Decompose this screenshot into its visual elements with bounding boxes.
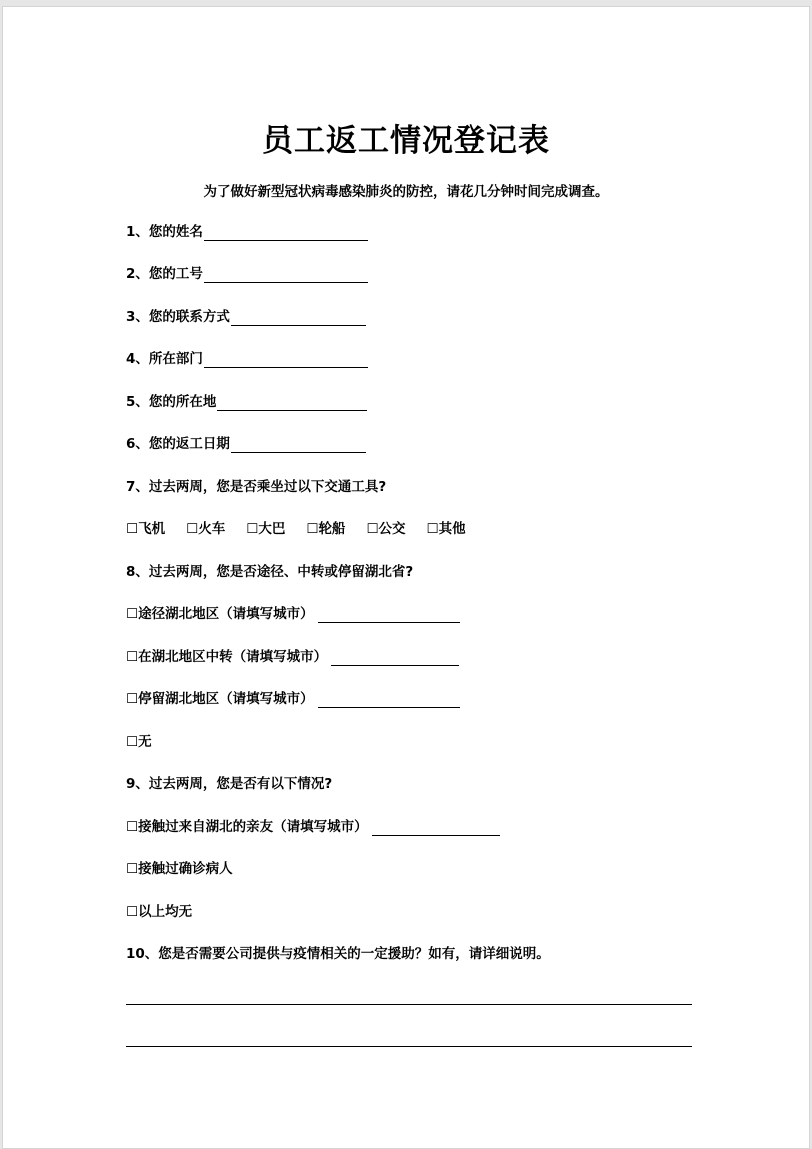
employee-id-field[interactable]: [204, 269, 368, 283]
checkbox-icon[interactable]: ☐: [126, 904, 139, 920]
relatives-city-field[interactable]: [372, 822, 500, 836]
checkbox-icon[interactable]: ☐: [126, 734, 139, 750]
question-1: [126, 223, 368, 241]
question-2-label: 2、您的工号: [126, 266, 203, 282]
option-none-hubei[interactable]: ☐ 无: [126, 734, 152, 750]
contact-field[interactable]: [231, 312, 366, 326]
checkbox-icon[interactable]: ☐: [186, 521, 199, 537]
checkbox-icon[interactable]: ☐: [126, 691, 139, 707]
option-transit-hubei[interactable]: ☐ 在湖北地区中转（请填写城市）: [126, 648, 459, 666]
assistance-answer-line-2[interactable]: [126, 1046, 692, 1047]
passed-city-field[interactable]: [318, 609, 460, 623]
stayed-city-field[interactable]: [318, 694, 460, 708]
question-8: [126, 563, 413, 581]
question-7-options: [126, 520, 487, 538]
question-8-label: 8、过去两周，您是否途径、中转或停留湖北省?: [126, 564, 414, 580]
checkbox-icon[interactable]: ☐: [366, 521, 379, 537]
checkbox-icon[interactable]: ☐: [126, 649, 139, 665]
question-4-label: 4、所在部门: [126, 351, 203, 367]
option-contact-hubei-relatives[interactable]: ☐ 接触过来自湖北的亲友（请填写城市）: [126, 818, 500, 836]
option-train[interactable]: ☐火车: [186, 521, 226, 537]
question-1-label: 1、您的姓名: [126, 224, 203, 240]
question-6-label: 6、您的返工日期: [126, 436, 230, 452]
checkbox-icon[interactable]: ☐: [126, 819, 139, 835]
page-title: 员工返工情况登记表: [262, 123, 550, 159]
option-stayed-hubei[interactable]: ☐ 停留湖北地区（请填写城市）: [126, 690, 460, 708]
question-9-label: 9、过去两周，您是否有以下情况?: [126, 776, 333, 792]
checkbox-icon[interactable]: ☐: [426, 521, 439, 537]
question-4: [126, 350, 368, 368]
option-contact-confirmed[interactable]: ☐ 接触过确诊病人: [126, 861, 233, 877]
question-2: [126, 265, 368, 283]
document-page: [2, 6, 810, 1149]
question-7: [126, 478, 386, 496]
option-public-bus[interactable]: ☐公交: [366, 521, 406, 537]
question-5-label: 5、您的所在地: [126, 394, 217, 410]
question-10: [126, 945, 550, 963]
question-9: [126, 775, 332, 793]
checkbox-icon[interactable]: ☐: [126, 606, 139, 622]
question-3: [126, 308, 366, 326]
question-10-label: 10、您是否需要公司提供与疫情相关的一定援助？如有，请详细说明。: [126, 946, 550, 962]
checkbox-icon[interactable]: ☐: [246, 521, 259, 537]
question-6: [126, 435, 366, 453]
option-airplane[interactable]: ☐飞机: [126, 521, 166, 537]
name-field[interactable]: [204, 227, 368, 241]
question-5: [126, 393, 367, 411]
return-date-field[interactable]: [231, 439, 366, 453]
option-passed-hubei[interactable]: ☐ 途径湖北地区（请填写城市）: [126, 605, 460, 623]
option-ship[interactable]: ☐轮船: [306, 521, 346, 537]
option-other[interactable]: ☐其他: [426, 521, 466, 537]
location-field[interactable]: [217, 397, 367, 411]
department-field[interactable]: [204, 354, 368, 368]
checkbox-icon[interactable]: ☐: [306, 521, 319, 537]
option-bus[interactable]: ☐大巴: [246, 521, 286, 537]
checkbox-icon[interactable]: ☐: [126, 861, 139, 877]
option-none-above[interactable]: ☐ 以上均无: [126, 904, 193, 920]
checkbox-icon[interactable]: ☐: [126, 521, 139, 537]
page-subtitle: 为了做好新型冠状病毒感染肺炎的防控，请花几分钟时间完成调查。: [203, 184, 609, 200]
transit-city-field[interactable]: [331, 652, 459, 666]
assistance-answer-line-1[interactable]: [126, 1004, 692, 1005]
question-3-label: 3、您的联系方式: [126, 309, 230, 325]
question-7-label: 7、过去两周，您是否乘坐过以下交通工具?: [126, 479, 387, 495]
